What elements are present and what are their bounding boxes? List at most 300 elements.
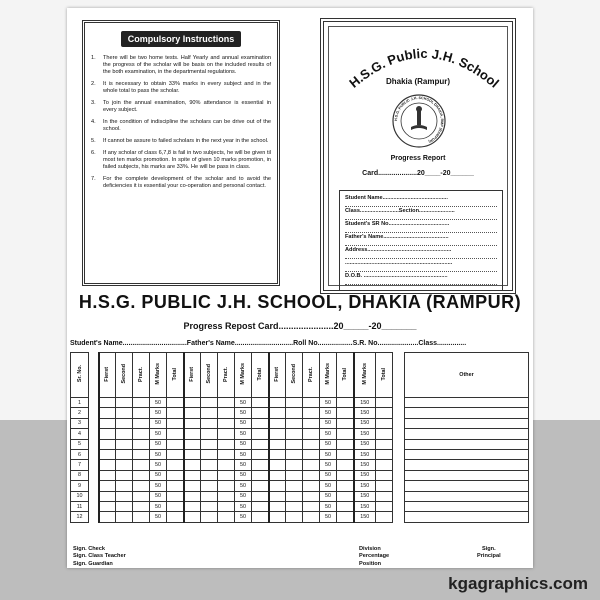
- second-cell: [286, 418, 303, 428]
- second-cell: [116, 491, 133, 501]
- first-cell: [269, 470, 286, 480]
- max-marks-cell: 50: [150, 449, 167, 459]
- footer-result-middle: [359, 546, 389, 568]
- instruction-text: If cannot be assure to failed scholars in the next year in the school.: [103, 138, 269, 144]
- max-marks-cell: 50: [320, 398, 337, 408]
- cover-field-line: D.O.B. ......................................................: [345, 273, 497, 285]
- header-final-total: [376, 353, 393, 398]
- max-marks-cell: 50: [150, 418, 167, 428]
- sr-no-cell: 7: [71, 460, 89, 470]
- first-cell: [184, 470, 201, 480]
- gap-cell: [89, 418, 99, 428]
- final-total-cell: [376, 439, 393, 449]
- total-cell: [252, 449, 269, 459]
- header-m-marks-label: M Marks: [325, 363, 331, 385]
- final-max-marks-cell: 150: [354, 501, 376, 511]
- cover-report-title: Progress Report: [390, 155, 446, 162]
- pract-cell: [218, 512, 235, 522]
- second-cell: [201, 481, 218, 491]
- other-cell: [405, 449, 529, 459]
- sr-no-cell: 1: [71, 398, 89, 408]
- instructions-panel: [82, 20, 280, 286]
- max-marks-cell: 50: [150, 429, 167, 439]
- header-final-m-marks-label: M Marks: [361, 363, 368, 385]
- first-cell: [99, 429, 116, 439]
- header-m-marks-label: M Marks: [240, 363, 246, 385]
- final-max-marks-cell: 150: [354, 460, 376, 470]
- school-seal-logo: [391, 93, 447, 149]
- header-total-label: Total: [341, 367, 348, 381]
- other-cell: [405, 481, 529, 491]
- first-cell: [269, 398, 286, 408]
- max-marks-cell: 50: [235, 481, 252, 491]
- other-cell: [405, 470, 529, 480]
- other-cell: [405, 460, 529, 470]
- header-fierst-label: Fierst: [104, 366, 111, 382]
- header-pract-: [218, 353, 235, 398]
- max-marks-cell: 50: [235, 501, 252, 511]
- total-cell: [167, 512, 184, 522]
- second-cell: [201, 501, 218, 511]
- other-cell: [405, 439, 529, 449]
- final-max-marks-cell: 150: [354, 439, 376, 449]
- max-marks-cell: 50: [320, 408, 337, 418]
- first-cell: [99, 418, 116, 428]
- max-marks-cell: 50: [320, 429, 337, 439]
- pract-cell: [218, 491, 235, 501]
- table-row: [71, 501, 529, 511]
- pract-cell: [133, 418, 150, 428]
- pract-cell: [133, 449, 150, 459]
- pract-cell: [303, 481, 320, 491]
- first-cell: [99, 481, 116, 491]
- max-marks-cell: 50: [150, 501, 167, 511]
- max-marks-cell: 50: [320, 418, 337, 428]
- total-cell: [337, 439, 354, 449]
- cover-inner-border: [328, 26, 508, 286]
- second-cell: [286, 470, 303, 480]
- gap-cell: [393, 491, 405, 501]
- header-second: [201, 353, 218, 398]
- pract-cell: [133, 470, 150, 480]
- second-cell: [286, 439, 303, 449]
- header-fierst-label: Fierst: [189, 366, 196, 382]
- final-max-marks-cell: 150: [354, 408, 376, 418]
- second-cell: [116, 439, 133, 449]
- student-info-line: Student's Name.................................Father's Name..............................Roll No..................S.R. No.....................Class...............: [70, 340, 467, 347]
- table-row: [71, 491, 529, 501]
- second-cell: [286, 408, 303, 418]
- first-cell: [269, 501, 286, 511]
- second-cell: [116, 512, 133, 522]
- header-total: [337, 353, 354, 398]
- max-marks-cell: 50: [150, 439, 167, 449]
- gap-cell: [89, 501, 99, 511]
- first-cell: [99, 501, 116, 511]
- pract-cell: [133, 398, 150, 408]
- total-cell: [337, 398, 354, 408]
- brand-watermark: kgagraphics.com: [448, 574, 588, 593]
- main-title: H.S.G. PUBLIC J.H. SCHOOL, DHAKIA (RAMPUR): [78, 292, 522, 312]
- first-cell: [269, 408, 286, 418]
- cover-field-line: Student Name..........................................: [345, 195, 497, 207]
- second-cell: [286, 460, 303, 470]
- first-cell: [99, 460, 116, 470]
- final-total-cell: [376, 418, 393, 428]
- header-fierst: [269, 353, 286, 398]
- instruction-text: There will be two home tests. Half Yearly and annual examination the progress of the scholar will be basis on the included results of the both examination, in the departmental regulations.: [103, 55, 271, 75]
- instruction-number: 1.: [91, 55, 96, 61]
- second-cell: [201, 398, 218, 408]
- pract-cell: [303, 398, 320, 408]
- first-cell: [184, 491, 201, 501]
- instruction-text: For the complete development of the scholar and to avoid the deficiencies it is essential your co-operation and personal contact.: [103, 176, 271, 189]
- second-cell: [116, 449, 133, 459]
- instruction-item: [91, 119, 271, 133]
- pract-cell: [303, 429, 320, 439]
- instruction-text: In the condition of indiscipline the scholars can be drive out of the school.: [103, 119, 271, 132]
- final-total-cell: [376, 512, 393, 522]
- max-marks-cell: 50: [320, 512, 337, 522]
- first-cell: [184, 418, 201, 428]
- second-cell: [116, 429, 133, 439]
- instruction-text: It is necessary to obtain 33% marks in every subject and in the whole total to pass the scholar.: [103, 81, 271, 94]
- max-marks-cell: 50: [320, 460, 337, 470]
- pract-cell: [133, 512, 150, 522]
- table-row: [71, 449, 529, 459]
- pract-cell: [218, 481, 235, 491]
- pract-cell: [218, 418, 235, 428]
- header-fierst-label: Fierst: [274, 366, 281, 382]
- second-cell: [201, 418, 218, 428]
- second-cell: [286, 481, 303, 491]
- total-cell: [252, 460, 269, 470]
- footer-principal-sign: [477, 546, 501, 561]
- max-marks-cell: 50: [320, 481, 337, 491]
- cover-panel: [320, 18, 516, 294]
- total-cell: [337, 512, 354, 522]
- footer-middle-line: Division: [359, 546, 381, 552]
- header-total-label: Total: [171, 367, 178, 381]
- second-cell: [286, 449, 303, 459]
- instruction-number: 4.: [91, 119, 96, 125]
- header-fierst: [99, 353, 116, 398]
- cover-card-line: Card....................20____-20______: [362, 170, 474, 177]
- first-cell: [99, 398, 116, 408]
- instruction-text: If any scholar of class 6,7,8 is fail in two subjects, he will be given til most ten marks promotion. In spite of given 10 marks promotion, in failed subjects, his marks are 33%. He will be pass in class.: [103, 150, 271, 170]
- second-cell: [116, 470, 133, 480]
- final-max-marks-cell: 150: [354, 429, 376, 439]
- first-cell: [184, 429, 201, 439]
- max-marks-cell: 50: [235, 398, 252, 408]
- final-max-marks-cell: 150: [354, 418, 376, 428]
- first-cell: [269, 418, 286, 428]
- total-cell: [252, 481, 269, 491]
- max-marks-cell: 50: [150, 408, 167, 418]
- pract-cell: [218, 398, 235, 408]
- max-marks-cell: 50: [235, 439, 252, 449]
- pract-cell: [218, 429, 235, 439]
- table-row: [71, 439, 529, 449]
- total-cell: [167, 481, 184, 491]
- max-marks-cell: 50: [320, 491, 337, 501]
- instruction-number: 3.: [91, 100, 96, 106]
- first-cell: [184, 460, 201, 470]
- table-row: [71, 460, 529, 470]
- header-m-marks-label: M Marks: [155, 363, 161, 385]
- cover-location: Dhakia (Rampur): [385, 77, 450, 86]
- gap-cell: [89, 481, 99, 491]
- gap-cell: [393, 501, 405, 511]
- header-pract--label: Pract.: [223, 366, 229, 382]
- sr-no-cell: 4: [71, 429, 89, 439]
- instruction-item: [91, 176, 271, 190]
- second-cell: [116, 460, 133, 470]
- max-marks-cell: 50: [150, 460, 167, 470]
- final-max-marks-cell: 150: [354, 491, 376, 501]
- pract-cell: [133, 408, 150, 418]
- sr-no-cell: 10: [71, 491, 89, 501]
- total-cell: [252, 491, 269, 501]
- gap-cell: [89, 491, 99, 501]
- pract-cell: [218, 460, 235, 470]
- instructions-list: [91, 55, 271, 190]
- total-cell: [167, 470, 184, 480]
- table-header-row: [71, 353, 529, 398]
- final-total-cell: [376, 481, 393, 491]
- pract-cell: [303, 439, 320, 449]
- footer-right-line: Sign.: [481, 546, 496, 552]
- first-cell: [99, 408, 116, 418]
- first-cell: [269, 512, 286, 522]
- cover-field-line: Father's Name..........................................: [345, 234, 497, 246]
- total-cell: [167, 501, 184, 511]
- gap-cell: [393, 398, 405, 408]
- max-marks-cell: 50: [320, 439, 337, 449]
- header-sr-no: [71, 353, 89, 398]
- pract-cell: [218, 408, 235, 418]
- header-m-marks: [320, 353, 337, 398]
- first-cell: [269, 429, 286, 439]
- header-m-marks: [150, 353, 167, 398]
- instruction-number: 5.: [91, 138, 96, 144]
- first-cell: [269, 449, 286, 459]
- gap-cell: [393, 418, 405, 428]
- total-cell: [337, 470, 354, 480]
- pract-cell: [303, 501, 320, 511]
- final-max-marks-cell: 150: [354, 449, 376, 459]
- total-cell: [167, 418, 184, 428]
- max-marks-cell: 50: [150, 398, 167, 408]
- total-cell: [337, 418, 354, 428]
- header-second-label: Second: [206, 364, 212, 384]
- other-cell: [405, 501, 529, 511]
- header-pract-: [133, 353, 150, 398]
- gap-cell: [393, 449, 405, 459]
- max-marks-cell: 50: [235, 408, 252, 418]
- second-cell: [201, 449, 218, 459]
- cover-field-line: Student's SR No.......................................: [345, 221, 497, 233]
- final-total-cell: [376, 460, 393, 470]
- pract-cell: [133, 501, 150, 511]
- table-row: [71, 418, 529, 428]
- max-marks-cell: 50: [235, 470, 252, 480]
- total-cell: [337, 449, 354, 459]
- final-total-cell: [376, 408, 393, 418]
- instructions-title: Compulsory Instructions: [121, 31, 241, 47]
- pract-cell: [303, 470, 320, 480]
- footer-left-line: Sign. Check: [73, 546, 106, 552]
- final-total-cell: [376, 501, 393, 511]
- total-cell: [252, 470, 269, 480]
- pract-cell: [218, 470, 235, 480]
- sr-no-cell: 11: [71, 501, 89, 511]
- header-sr-no-label: Sr. No.: [76, 365, 83, 383]
- gap-cell: [393, 470, 405, 480]
- cover-field-line: .....................................................................: [345, 260, 497, 272]
- header-fierst: [184, 353, 201, 398]
- pract-cell: [218, 501, 235, 511]
- gap-cell: [393, 429, 405, 439]
- cover-field-line: Address......................................................: [345, 247, 497, 259]
- second-cell: [286, 398, 303, 408]
- footer-left-line: Sign. Class Teacher: [73, 553, 126, 560]
- cover-fields-box: [339, 190, 503, 291]
- instruction-item: [91, 150, 271, 171]
- gap-cell: [89, 449, 99, 459]
- header-gap: [393, 353, 405, 398]
- first-cell: [184, 449, 201, 459]
- first-cell: [184, 501, 201, 511]
- sr-no-cell: 3: [71, 418, 89, 428]
- max-marks-cell: 50: [150, 512, 167, 522]
- max-marks-cell: 50: [235, 429, 252, 439]
- footer-signatures-left: [73, 546, 126, 568]
- marks-table: [70, 352, 529, 523]
- total-cell: [167, 398, 184, 408]
- instruction-number: 6.: [91, 150, 96, 156]
- table-row: [71, 408, 529, 418]
- sr-no-cell: 6: [71, 449, 89, 459]
- header-second-label: Second: [121, 364, 127, 384]
- gap-cell: [89, 398, 99, 408]
- cover-field-line: Class.........................Section.......................: [345, 208, 497, 220]
- second-cell: [116, 398, 133, 408]
- second-cell: [201, 460, 218, 470]
- max-marks-cell: 50: [320, 449, 337, 459]
- gap-cell: [89, 470, 99, 480]
- header-pract--label: Pract.: [308, 366, 314, 382]
- final-total-cell: [376, 398, 393, 408]
- pract-cell: [218, 439, 235, 449]
- header-pract-: [303, 353, 320, 398]
- other-cell: [405, 418, 529, 428]
- sr-no-cell: 8: [71, 470, 89, 480]
- max-marks-cell: 50: [150, 470, 167, 480]
- first-cell: [269, 491, 286, 501]
- total-cell: [252, 398, 269, 408]
- total-cell: [167, 449, 184, 459]
- pract-cell: [303, 449, 320, 459]
- instruction-number: 7.: [91, 176, 96, 182]
- max-marks-cell: 50: [235, 512, 252, 522]
- second-cell: [201, 491, 218, 501]
- footer-right-line: Principal: [477, 553, 501, 560]
- table-row: [71, 481, 529, 491]
- final-max-marks-cell: 150: [354, 470, 376, 480]
- pract-cell: [218, 449, 235, 459]
- instruction-item: [91, 138, 271, 145]
- second-cell: [116, 408, 133, 418]
- first-cell: [269, 481, 286, 491]
- max-marks-cell: 50: [320, 470, 337, 480]
- first-cell: [269, 439, 286, 449]
- first-cell: [99, 449, 116, 459]
- final-max-marks-cell: 150: [354, 512, 376, 522]
- gap-cell: [89, 408, 99, 418]
- header-pract--label: Pract.: [138, 366, 144, 382]
- first-cell: [184, 512, 201, 522]
- max-marks-cell: 50: [235, 449, 252, 459]
- progress-report-sheet: [67, 8, 533, 568]
- pract-cell: [133, 481, 150, 491]
- gap-cell: [89, 512, 99, 522]
- max-marks-cell: 50: [235, 418, 252, 428]
- total-cell: [252, 501, 269, 511]
- other-cell: [405, 491, 529, 501]
- total-cell: [167, 408, 184, 418]
- second-cell: [286, 512, 303, 522]
- first-cell: [99, 491, 116, 501]
- final-max-marks-cell: 150: [354, 398, 376, 408]
- header-second: [286, 353, 303, 398]
- header-m-marks: [235, 353, 252, 398]
- max-marks-cell: 50: [320, 501, 337, 511]
- main-card-line: Progress Repost Card......................20_____-20_______: [183, 321, 417, 331]
- max-marks-cell: 50: [235, 491, 252, 501]
- footer-middle-line: Position: [359, 560, 382, 567]
- footer-middle-line: Percentage: [359, 553, 390, 560]
- total-cell: [252, 429, 269, 439]
- sr-no-cell: 5: [71, 439, 89, 449]
- total-cell: [337, 460, 354, 470]
- pract-cell: [303, 408, 320, 418]
- second-cell: [116, 418, 133, 428]
- pract-cell: [133, 429, 150, 439]
- first-cell: [184, 408, 201, 418]
- other-cell: [405, 429, 529, 439]
- table-body: [71, 398, 529, 523]
- max-marks-cell: 50: [150, 491, 167, 501]
- first-cell: [184, 398, 201, 408]
- header-gap: [89, 353, 99, 398]
- other-cell: [405, 398, 529, 408]
- gap-cell: [89, 429, 99, 439]
- header-total: [167, 353, 184, 398]
- gap-cell: [89, 460, 99, 470]
- final-total-cell: [376, 470, 393, 480]
- gap-cell: [393, 408, 405, 418]
- header-other: Other: [405, 353, 529, 398]
- sr-no-cell: 12: [71, 512, 89, 522]
- first-cell: [99, 470, 116, 480]
- max-marks-cell: 50: [235, 460, 252, 470]
- total-cell: [337, 481, 354, 491]
- table-row: [71, 512, 529, 522]
- sr-no-cell: 9: [71, 481, 89, 491]
- first-cell: [184, 439, 201, 449]
- first-cell: [184, 481, 201, 491]
